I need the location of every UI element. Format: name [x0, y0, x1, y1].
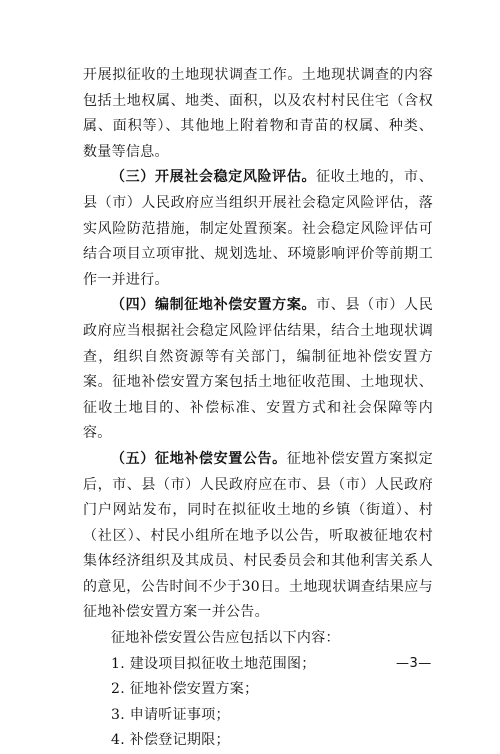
- list-item: 2. 征地补偿安置方案；: [111, 681, 259, 698]
- list-item: 1. 建设项目拟征收土地范围图；: [111, 655, 316, 672]
- paragraph-risk-assessment: [83, 165, 433, 293]
- document-body: [83, 63, 433, 754]
- section-heading: （四）编制征地补偿安置方案。: [111, 297, 317, 314]
- list-item: 4. 补偿登记期限；: [111, 732, 230, 749]
- page-number: —3—: [396, 656, 432, 671]
- paragraph-land-survey: [83, 63, 433, 165]
- list-item: 3. 申请听证事项；: [111, 706, 230, 723]
- paragraph-text: 征地补偿安置公告应包括以下内容：: [111, 630, 340, 647]
- paragraph-text: 开展拟征收的土地现状调查工作。土地现状调查的内容包括土地权属、地类、面积，以及农村村民住宅（含权属、面积等）、其他地上附着物和青苗的权属、种类、数量等信息。: [83, 67, 433, 160]
- paragraph-compensation-plan: [83, 293, 433, 447]
- paragraph-announcement: [83, 447, 433, 626]
- paragraph-announcement-contents: [83, 626, 433, 652]
- paragraph-text: 征收土地的，市、县（市）人民政府应当组织开展社会稳定风险评估，落实风险防范措施，制定处置预案。社会稳定风险评估可结合项目立项审批、规划选址、环境影响评价等前期工作一并进行。: [83, 169, 434, 288]
- section-heading: （三）开展社会稳定风险评估。: [111, 169, 317, 186]
- paragraph-text: 市、县（市）人民政府应当根据社会稳定风险评估结果，结合土地现状调查，组织自然资源等有关部门，编制征地补偿安置方案。征地补偿安置方案包括土地征收范围、土地现状、征收土地目的、补偿标准、安置方式和社会保障等内容。: [83, 297, 434, 442]
- paragraph-text: 征地补偿安置方案拟定后，市、县（市）人民政府应在市、县（市）人民政府门户网站发布，同时在拟征收土地的乡镇（街道）、村（社区）、村民小组所在地予以公告，听取被征地农村集体经济组织及其成员、村民委员会和其他利害关系人的意见，公告时间不少于30日。土地现状调查结果应与征地补偿安置方案一并公告。: [83, 450, 433, 621]
- section-heading: （五）征地补偿安置公告。: [111, 450, 287, 467]
